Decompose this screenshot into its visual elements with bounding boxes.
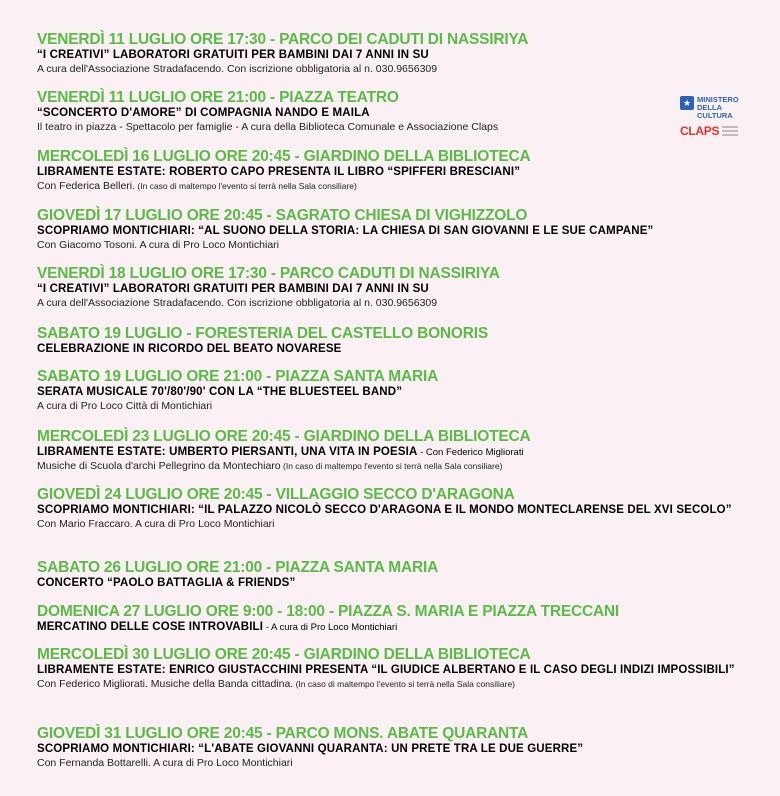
event-item — [37, 603, 619, 634]
event-heading: MERCOLEDÌ 16 LUGLIO ORE 20:45 - GIARDINO DELLA BIBLIOTECA — [37, 148, 531, 165]
event-item — [37, 148, 531, 193]
event-info — [37, 459, 531, 473]
event-item — [37, 486, 762, 531]
sponsor-logos — [680, 96, 770, 152]
event-heading: GIOVEDÌ 17 LUGLIO ORE 20:45 - SAGRATO CHIESA DI VIGHIZZOLO — [37, 207, 528, 224]
event-title-extra: - A cura di Pro Loco Montichiari — [263, 622, 398, 633]
event-item — [37, 428, 531, 473]
claps-logo — [680, 124, 770, 138]
event-info: A cura di Pro Loco Città di Montichiari — [37, 400, 213, 412]
event-title — [37, 621, 619, 634]
ministero-emblem-icon: ★ — [680, 96, 694, 110]
event-heading: VENERDÌ 18 LUGLIO ORE 17:30 - PARCO CADUTI DI NASSIRIYA — [37, 265, 500, 282]
event-item — [37, 89, 498, 134]
claps-logo-lines-icon — [722, 126, 738, 138]
event-item — [37, 646, 762, 691]
event-info-main: Con Federico Migliorati. Musiche della Banda cittadina. — [37, 678, 294, 690]
event-title: “SCONCERTO D'AMORE” DI COMPAGNIA NANDO E MAILA — [37, 107, 370, 119]
claps-logo-text: CLAPS — [680, 124, 720, 138]
event-title: SERATA MUSICALE 70'/80'/90' CON LA “THE BLUESTEEL BAND” — [37, 386, 403, 398]
event-heading: GIOVEDÌ 31 LUGLIO ORE 20:45 - PARCO MONS. ABATE QUARANTA — [37, 725, 529, 742]
event-title-extra: - Con Federico Migliorati — [417, 447, 524, 458]
event-info: A cura dell'Associazione Stradafacendo. Con iscrizione obbligatoria al n. 030.9656309 — [37, 63, 438, 75]
ministero-logo — [680, 96, 770, 120]
event-item — [37, 265, 500, 310]
event-heading: MERCOLEDÌ 30 LUGLIO ORE 20:45 - GIARDINO DELLA BIBLIOTECA — [37, 646, 531, 663]
event-title: CELEBRAZIONE IN RICORDO DEL BEATO NOVARESE — [37, 343, 342, 355]
event-info: A cura dell'Associazione Stradafacendo. Con iscrizione obbligatoria al n. 030.9656309 — [37, 297, 438, 309]
event-heading: VENERDÌ 11 LUGLIO ORE 21:00 - PIAZZA TEATRO — [37, 89, 399, 106]
event-info: Il teatro in piazza - Spettacolo per famiglie - A cura della Biblioteca Comunale e Associazione Claps — [37, 121, 499, 133]
event-heading: SABATO 19 LUGLIO - FORESTERIA DEL CASTELLO BONORIS — [37, 325, 489, 342]
event-title: CONCERTO “PAOLO BATTAGLIA & FRIENDS” — [37, 577, 296, 589]
event-info: Con Giacomo Tosoni. A cura di Pro Loco Montichiari — [37, 239, 280, 251]
event-title: “I CREATIVI” LABORATORI GRATUITI PER BAMBINI DAI 7 ANNI IN SU — [37, 49, 429, 61]
event-title: “I CREATIVI” LABORATORI GRATUITI PER BAMBINI DAI 7 ANNI IN SU — [37, 283, 429, 295]
event-item — [37, 31, 528, 76]
event-item — [37, 207, 653, 252]
event-info-note: (In caso di maltempo l'evento si terrà nella Sala consiliare) — [135, 181, 357, 191]
event-item — [37, 325, 488, 356]
event-title: LIBRAMENTE ESTATE: ROBERTO CAPO PRESENTA IL LIBRO “SPIFFERI BRESCIANI” — [37, 166, 521, 178]
event-heading: GIOVEDÌ 24 LUGLIO ORE 20:45 - VILLAGGIO SECCO D'ARAGONA — [37, 486, 515, 503]
event-title: SCOPRIAMO MONTICHIARI: “IL PALAZZO NICOLÒ SECCO D'ARAGONA E IL MONDO MONTECLARENSE DEL XVI SECOLO” — [37, 504, 732, 516]
event-title: SCOPRIAMO MONTICHIARI: “AL SUONO DELLA STORIA: LA CHIESA DI SAN GIOVANNI E LE SUE CAMPANE” — [37, 225, 654, 237]
event-title: LIBRAMENTE ESTATE: ENRICO GIUSTACCHINI PRESENTA “IL GIUDICE ALBERTANO E IL CASO DEGLI INDIZI IMPOSSIBILI” — [37, 664, 735, 676]
event-title: SCOPRIAMO MONTICHIARI: “L'ABATE GIOVANNI QUARANTA: UN PRETE TRA LE DUE GUERRE” — [37, 743, 584, 755]
event-info — [37, 179, 531, 193]
event-info-note: (In caso di maltempo l'evento si terrà nella Sala consiliare) — [293, 679, 515, 689]
event-info — [37, 677, 762, 691]
event-info-main: Musiche di Scuola d'archi Pellegrino da Montechiaro — [37, 460, 281, 472]
ministero-logo-text: MINISTERO DELLA CULTURA — [697, 95, 739, 120]
event-info: Con Mario Fraccaro. A cura di Pro Loco Montichiari — [37, 518, 275, 530]
event-item — [37, 368, 438, 413]
event-info-note: (In caso di maltempo l'evento si terrà nella Sala consiliare) — [280, 461, 503, 471]
event-heading: DOMENICA 27 LUGLIO ORE 9:00 - 18:00 - PIAZZA S. MARIA E PIAZZA TRECCANI — [37, 603, 620, 620]
event-heading: SABATO 26 LUGLIO ORE 21:00 - PIAZZA SANTA MARIA — [37, 559, 439, 576]
event-heading: VENERDÌ 11 LUGLIO ORE 17:30 - PARCO DEI CADUTI DI NASSIRIYA — [37, 31, 529, 48]
event-heading: MERCOLEDÌ 23 LUGLIO ORE 20:45 - GIARDINO DELLA BIBLIOTECA — [37, 428, 531, 445]
event-title-main: MERCATINO DELLE COSE INTROVABILI — [37, 621, 264, 633]
event-title-main: LIBRAMENTE ESTATE: UMBERTO PIERSANTI, UNA VITA IN POESIA — [37, 446, 418, 458]
event-item — [37, 559, 438, 590]
event-heading: SABATO 19 LUGLIO ORE 21:00 - PIAZZA SANTA MARIA — [37, 368, 439, 385]
event-info: Con Fernanda Bottarelli. A cura di Pro Loco Montichiari — [37, 757, 293, 769]
event-item — [37, 725, 583, 770]
event-info-main: Con Federica Belleri. — [37, 180, 136, 192]
event-title — [37, 446, 531, 459]
